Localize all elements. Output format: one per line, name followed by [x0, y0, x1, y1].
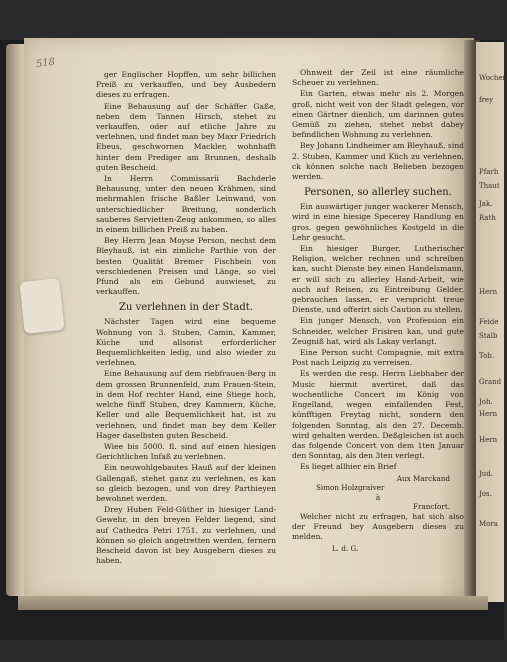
right-page-text-fragment: Tob.: [479, 352, 495, 360]
left-paragraph: Eine Behausung auf der Schäffer Gaße, neben dem Tannen Hirsch, stehet zu verkauffen, oder auf etliche Jahre zu verlehnen, und findet man bey Maxr Friedrich Ebeus, geschwornen Mackler, wohnhafft hinter dem Prediger am Brunnen, deshalb guten Bescheid.: [96, 101, 276, 172]
right-paragraph: Ohnweit der Zeil ist eine räumliche Scheuer zu verlehnen.: [292, 68, 464, 88]
right-paragraphs-after: [292, 202, 464, 472]
right-page-text-fragment: Jak.: [479, 200, 493, 208]
right-text-column: [292, 68, 464, 553]
right-page-text-fragment: Stalb: [479, 332, 498, 340]
page-bottom-edge: [18, 596, 488, 610]
right-page-text-fragment: Jud.: [479, 470, 494, 478]
right-paragraph: Eine Person sucht Compagnie, mit extra Post nach Leipzig zu verreisen.: [292, 348, 464, 368]
left-text-column: [96, 70, 276, 567]
right-page-text-fragment: Hern: [479, 288, 498, 296]
letter-initials: L. d. G.: [332, 543, 359, 553]
left-paragraph: Bey Herrn Jean Moyse Person, nechst dem Bleyhauß, ist ein zimliche Parthie von der besten Qualität Bremer Fischbein von verschiedenen Preisen und Länge, so viel Pfund als ein Gebund auswieset, zu verkauffen.: [96, 236, 276, 297]
left-paragraphs-before: [96, 70, 276, 297]
left-paragraph: Drey Huben Feld-Güther in hiesiger Land-Gewehr, in den breyen Felder liegend, sind auf Cathedra Petri 1751. zu verlehnen, und können so gleich angetretten werden, fernern Bescheid davon ist bey Ausgebern dieses zu haben.: [96, 505, 276, 566]
left-paragraph: Eine Behausung auf dem riebfrauen-Berg in dem grossen Brunnenfeld, zum Frauen-Stein, in dem Hof rechter Hand, eine Stiege hoch, welche fünff Stuben, drey Kammern, Küche, Keller und alle Bequemlichkeit hat, ist zu verlehnen, und findet man bey dem Keller Hager daselbsten guten Bescheid.: [96, 369, 276, 440]
left-paragraph: Nächster Tagen wird eine bequeme Wohnung von 3. Stuben, Camin, Kammer, Küche und allsonst erforderlicher Bequemlichkeiten ledig, und also wieder zu verlehnen.: [96, 317, 276, 368]
right-page-text-fragment: Thaut: [479, 182, 500, 190]
right-page-text-fragment: Jos.: [479, 490, 492, 498]
section-heading-zu-verlehnen: Zu verlehnen in der Stadt.: [119, 302, 253, 314]
page-number: 518: [35, 56, 56, 71]
paper-tab: [19, 278, 64, 334]
right-paragraph: Ein Garten, etwas mehr als 2. Morgen groß, nicht weit von der Stadt gelegen, vor einen Gärtner dienlich, um darinnen gutes Gemüß zu ziehen, stehet nebst dabey befindlichen Wohnung zu verlehnen.: [292, 89, 464, 140]
letter-mark: à: [375, 492, 381, 502]
letter-name: Simon Holzgraiver: [316, 483, 385, 493]
left-paragraph: In Herrn Commissarii Bachderle Behausung, unter den neuen Krähmen, sind mehrmahlen frische Baßler Leinwand, von unterschiedlicher Breitung, sonderlich sauberes Servietten-Zeug ankommen, so alles in einem billichen Preiß zu haben.: [96, 174, 276, 235]
right-page-text-fragment: frey: [479, 96, 494, 104]
letter-city: Francfort.: [413, 502, 450, 512]
right-page-text-fragment: Pfarh: [479, 168, 499, 176]
right-page-text-fragment: Hern: [479, 410, 498, 418]
right-page-text-fragment: Mora: [479, 520, 498, 528]
right-paragraphs-before: [292, 68, 464, 182]
right-paragraph: Es werden die resp. Herrn Liebhaber der Music hiermit avertiret, daß das wochentliche Concert im König von Engelland, wegen einfallenden Fest, künfftigen Freytag nicht, sondern den folgenden Sonntag, als den 27. Decemb. wird gehalten werden. Deßgleichen ist auch das folgende Concert von dem 1ten Januar den Sonntag, als den 3ten verlegt.: [292, 369, 464, 461]
left-paragraphs-after: [96, 317, 276, 566]
right-paragraph: Ein junger Mensch, von Profession ein Schneider, welcher Frisiren kan, und gute Zeugniß hat, wird als Lakay verlangt.: [292, 316, 464, 346]
right-page-text-fragment: Rath: [479, 214, 496, 222]
right-paragraph: Bey Johann Lindheimer am Bleyhauß, sind 2. Stuben, Kammer und Küch zu verlehnen, ck können solche nach Belieben bezogen werden.: [292, 141, 465, 182]
right-page-text-fragment: Joh.: [479, 398, 493, 406]
right-page-text-fragment: Grand: [479, 378, 502, 386]
left-paragraph: Ein neuwohlgebautes Hauß auf der kleinen Gallengaß, stehet ganz zu verlehnen, es kan so gleich bezogen, und von drey Parthieyen bewohnet werden.: [96, 463, 276, 503]
right-page-text-fragment: Wochen: [479, 74, 507, 82]
right-page-text-fragment: Hern: [479, 436, 498, 444]
left-paragraph: Wiee bis 5000. fl. sind auf einen hiesigen Gerichtlichen Infaß zu verlehnen.: [96, 441, 276, 462]
letter-addressee: Aux Marckand: [396, 473, 450, 483]
right-paragraph: Ein hiesiger Burger, Lutherischer Religion, welcher rechnen und schreiben kan, sucht Dienste bey einen Handelsmann, er will sich zu allerley Hand-Arbeit, wie auch auf Reisen, zu Eintreibung Gelder, gebrauchen lassen, er verspricht treue Dienste, und offerirt sich Caution zu stellen.: [292, 244, 464, 315]
right-page-text-fragment: Feide: [479, 318, 499, 326]
left-paragraph: ger Englischer Hopffen, um sehr billichen Preiß zu verkauffen, und bey Ausbedern dieses zu erfragen.: [96, 70, 276, 100]
right-page-fragment: [476, 42, 507, 602]
letter-note: Welcher nicht zu erfragen, hat sich also der Freund bey Ausgebern dieses zu melden.: [292, 511, 464, 542]
right-paragraph: Ein auswärtiger junger wackerer Mensch, wird in eine hiesige Specerey Handlung en gros. gegen gewöhnliches Kostgeld in die Lehr gesucht.: [292, 202, 464, 242]
right-paragraph: Es lieget allhier ein Brief: [300, 462, 397, 472]
section-heading-personen: Personen, so allerley suchen.: [304, 187, 452, 199]
